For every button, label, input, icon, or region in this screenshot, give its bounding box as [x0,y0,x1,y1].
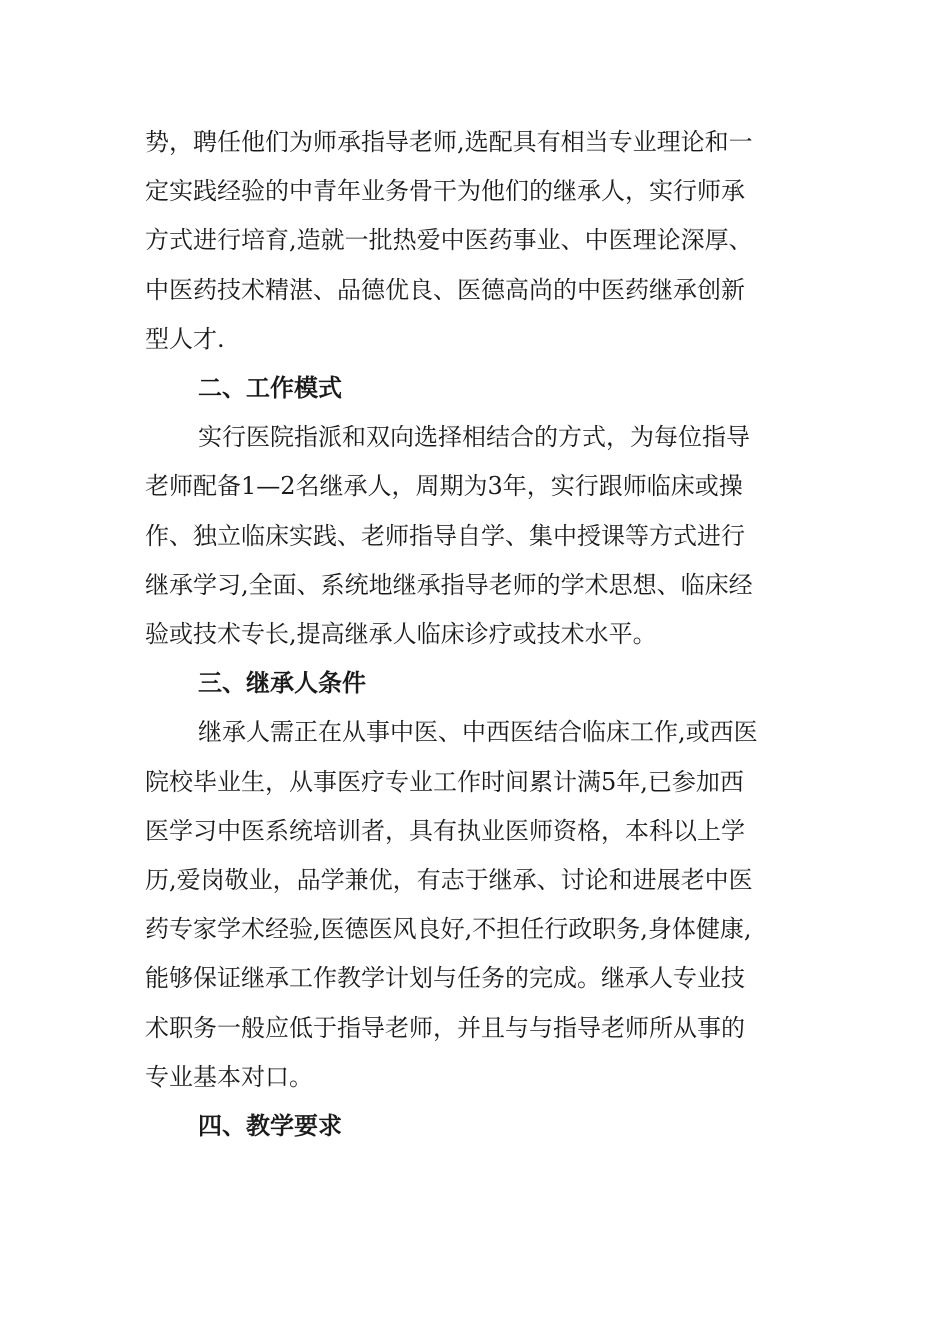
text-line: 专业基本对口。 [145,1062,313,1091]
text-line: 医学习中医系统培训者，具有执业医师资格，本科以上学 [145,816,745,845]
section-heading-work-mode: 二、工作模式 [198,374,342,403]
text-line: 实行医院指派和双向选择相结合的方式，为每位指导 [198,423,750,452]
section-heading-teaching-requirements: 四、教学要求 [198,1112,342,1141]
text-line: 继承人需正在从事中医、中西医结合临床工作,或西医 [198,718,758,747]
text-line: 能够保证继承工作教学计划与任务的完成。继承人专业技 [145,964,745,993]
text-line: 继承学习,全面、系统地继承指导老师的学术思想、临床经 [145,570,753,599]
text-line: 药专家学术经验,医德医风良好,不担任行政职务,身体健康, [145,915,752,944]
document-page [145,118,810,1151]
text-line: 作、独立临床实践、老师指导自学、集中授课等方式进行 [145,521,745,550]
text-line: 势，聘任他们为师承指导老师,选配具有相当专业理论和一 [145,128,753,156]
text-line: 中医药技术精湛、品德优良、医德高尚的中医药继承创新 [145,275,745,304]
text-line: 型人才. [145,324,225,353]
text-line: 院校毕业生，从事医疗专业工作时间累计满5年,已参加西 [145,767,744,796]
paragraph-successor-conditions [145,708,810,1102]
section-heading-successor-conditions: 三、继承人条件 [198,669,366,698]
text-line: 老师配备1—2名继承人，周期为3年，实行跟师临床或操 [145,472,743,501]
paragraph-work-mode [145,413,810,659]
text-line: 验或技术专长,提高继承人临床诊疗或技术水平。 [145,620,657,649]
text-line: 定实践经验的中青年业务骨干为他们的继承人，实行师承 [145,177,745,206]
text-line: 历,爱岗敬业，品学兼优，有志于继承、讨论和进展老中医 [145,866,753,895]
text-line: 方式进行培育,造就一批热爱中医药事业、中医理论深厚、 [145,226,753,255]
paragraph-continuation [145,118,810,364]
text-line: 术职务一般应低于指导老师，并且与与指导老师所从事的 [145,1013,745,1042]
